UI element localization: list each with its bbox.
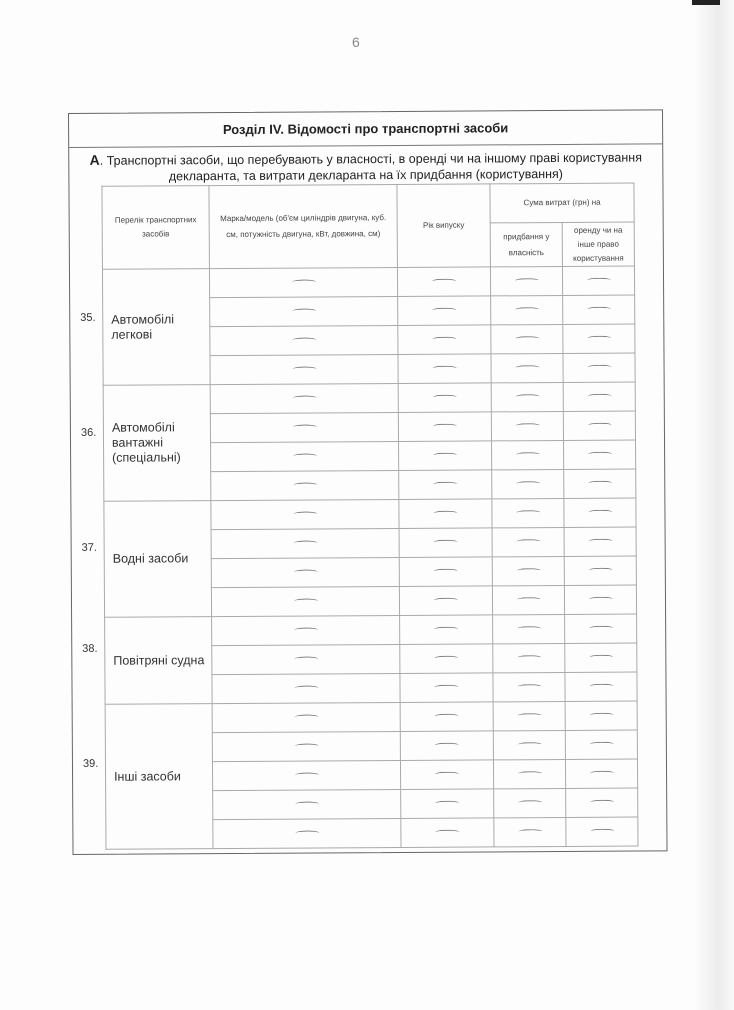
dash-mark bbox=[515, 307, 539, 312]
year-cell bbox=[400, 673, 493, 703]
model-cell bbox=[211, 470, 399, 500]
table-body bbox=[102, 266, 638, 849]
purchase-cell bbox=[493, 614, 565, 643]
dash-mark bbox=[587, 278, 611, 283]
rent-cell bbox=[564, 498, 636, 527]
dash-mark bbox=[294, 743, 318, 748]
category-label: Повітряні судна bbox=[105, 617, 213, 705]
declaration-section bbox=[68, 109, 668, 855]
dash-mark bbox=[293, 453, 317, 458]
dash-mark bbox=[590, 771, 614, 776]
dash-mark bbox=[515, 365, 539, 370]
dash-mark bbox=[589, 626, 613, 631]
year-cell bbox=[399, 586, 492, 616]
rent-cell bbox=[566, 788, 638, 817]
purchase-cell bbox=[493, 643, 565, 672]
scan-shadow bbox=[694, 0, 734, 1010]
year-cell bbox=[398, 354, 491, 384]
dash-mark bbox=[435, 772, 459, 777]
model-cell bbox=[210, 325, 398, 355]
dash-mark bbox=[589, 684, 613, 689]
category-number: 39. bbox=[82, 757, 99, 770]
year-cell bbox=[398, 412, 491, 442]
page-number: 6 bbox=[352, 34, 360, 50]
dash-mark bbox=[589, 655, 613, 660]
model-cell bbox=[212, 702, 400, 732]
purchase-cell bbox=[491, 411, 563, 440]
subsection-heading bbox=[79, 148, 652, 184]
dash-mark bbox=[518, 771, 542, 776]
header-purchase: придбання у власність bbox=[490, 222, 562, 266]
dash-mark bbox=[515, 423, 539, 428]
rent-cell bbox=[565, 701, 637, 730]
dash-mark bbox=[517, 626, 541, 631]
dash-mark bbox=[294, 714, 318, 719]
dash-mark bbox=[292, 366, 316, 371]
category-number: 35. bbox=[80, 311, 96, 324]
dash-mark bbox=[590, 829, 614, 834]
dash-mark bbox=[434, 569, 458, 574]
dash-mark bbox=[434, 540, 458, 545]
vehicles-table bbox=[101, 183, 638, 850]
purchase-cell bbox=[491, 382, 563, 411]
category-number: 36. bbox=[80, 426, 97, 439]
category-number: 37. bbox=[81, 541, 97, 554]
dash-mark bbox=[516, 597, 540, 602]
model-cell bbox=[211, 528, 399, 558]
year-cell bbox=[398, 296, 491, 326]
year-cell bbox=[399, 528, 492, 558]
dash-mark bbox=[434, 598, 458, 603]
dash-mark bbox=[433, 366, 457, 371]
dash-mark bbox=[433, 395, 457, 400]
rent-cell bbox=[563, 382, 635, 411]
year-cell bbox=[399, 557, 492, 587]
model-cell bbox=[212, 731, 400, 761]
dash-mark bbox=[292, 395, 316, 400]
scan-mark bbox=[692, 0, 720, 5]
model-cell bbox=[213, 789, 401, 819]
dash-mark bbox=[516, 452, 540, 457]
header-list: Перелік транспортних засобів bbox=[102, 186, 210, 270]
purchase-cell bbox=[492, 469, 564, 498]
model-cell bbox=[211, 586, 399, 616]
dash-mark bbox=[589, 742, 613, 747]
purchase-cell bbox=[492, 440, 564, 469]
model-cell bbox=[212, 615, 400, 645]
year-cell bbox=[401, 818, 494, 848]
purchase-cell bbox=[493, 759, 565, 788]
rent-cell bbox=[562, 266, 634, 295]
dash-mark bbox=[294, 685, 318, 690]
dash-mark bbox=[516, 510, 540, 515]
purchase-cell bbox=[492, 556, 564, 585]
dash-mark bbox=[516, 539, 540, 544]
rent-cell bbox=[565, 730, 637, 759]
rent-cell bbox=[564, 440, 636, 469]
dash-mark bbox=[293, 598, 317, 603]
category-number: 38. bbox=[82, 642, 98, 655]
dash-mark bbox=[294, 627, 318, 632]
dash-mark bbox=[295, 801, 319, 806]
model-cell bbox=[211, 441, 399, 471]
purchase-cell bbox=[494, 817, 566, 846]
dash-mark bbox=[435, 801, 459, 806]
rent-cell bbox=[564, 527, 636, 556]
rent-cell bbox=[564, 556, 636, 585]
rent-cell bbox=[565, 759, 637, 788]
model-cell bbox=[213, 818, 401, 848]
table-row bbox=[105, 701, 637, 733]
rent-cell bbox=[563, 353, 635, 382]
section-title: Розділ IV. Відомості про транспортні засоби bbox=[69, 110, 662, 148]
purchase-cell bbox=[492, 498, 564, 527]
rent-cell bbox=[563, 324, 635, 353]
dash-mark bbox=[587, 365, 611, 370]
rent-cell bbox=[565, 614, 637, 643]
year-cell bbox=[398, 383, 491, 413]
year-cell bbox=[400, 615, 493, 645]
year-cell bbox=[401, 789, 494, 819]
dash-mark bbox=[292, 279, 316, 284]
dash-mark bbox=[292, 337, 316, 342]
category-label: Автомобілі вантажні (спеціальні) bbox=[103, 385, 211, 502]
model-cell bbox=[210, 354, 398, 384]
dash-mark bbox=[518, 800, 542, 805]
dash-mark bbox=[588, 568, 612, 573]
dash-mark bbox=[517, 684, 541, 689]
year-cell bbox=[399, 470, 492, 500]
dash-mark bbox=[587, 394, 611, 399]
purchase-cell bbox=[492, 527, 564, 556]
dash-mark bbox=[432, 337, 456, 342]
table-row bbox=[105, 614, 637, 646]
purchase-cell bbox=[493, 701, 565, 730]
dash-mark bbox=[589, 713, 613, 718]
model-cell bbox=[210, 383, 398, 413]
rent-cell bbox=[564, 585, 636, 614]
dash-mark bbox=[587, 423, 611, 428]
dash-mark bbox=[516, 481, 540, 486]
dash-mark bbox=[293, 482, 317, 487]
dash-mark bbox=[433, 453, 457, 458]
dash-mark bbox=[588, 510, 612, 515]
dash-mark bbox=[433, 424, 457, 429]
rent-cell bbox=[565, 643, 637, 672]
dash-mark bbox=[293, 569, 317, 574]
purchase-cell bbox=[494, 788, 566, 817]
model-cell bbox=[209, 267, 397, 297]
dash-mark bbox=[292, 308, 316, 313]
dash-mark bbox=[517, 655, 541, 660]
category-label: Водні засоби bbox=[104, 501, 212, 618]
model-cell bbox=[211, 557, 399, 587]
dash-mark bbox=[435, 830, 459, 835]
header-year: Рік випуску bbox=[397, 184, 491, 268]
year-cell bbox=[397, 267, 490, 297]
dash-mark bbox=[588, 481, 612, 486]
rent-cell bbox=[565, 672, 637, 701]
purchase-cell bbox=[491, 295, 563, 324]
purchase-cell bbox=[490, 266, 562, 295]
dash-mark bbox=[434, 627, 458, 632]
year-cell bbox=[398, 325, 491, 355]
dash-mark bbox=[295, 830, 319, 835]
model-cell bbox=[210, 296, 398, 326]
dash-mark bbox=[435, 714, 459, 719]
year-cell bbox=[399, 441, 492, 471]
dash-mark bbox=[517, 742, 541, 747]
dash-mark bbox=[517, 713, 541, 718]
dash-mark bbox=[433, 511, 457, 516]
table-row bbox=[104, 498, 636, 530]
category-label: Інші засоби bbox=[105, 704, 213, 850]
dash-mark bbox=[587, 336, 611, 341]
table-row bbox=[103, 382, 635, 414]
dash-mark bbox=[434, 685, 458, 690]
dash-mark bbox=[435, 743, 459, 748]
dash-mark bbox=[292, 424, 316, 429]
dash-mark bbox=[434, 656, 458, 661]
year-cell bbox=[400, 731, 493, 761]
model-cell bbox=[212, 673, 400, 703]
dash-mark bbox=[432, 279, 456, 284]
dash-mark bbox=[518, 829, 542, 834]
header-rent: оренду чи на інше право користування bbox=[562, 222, 634, 266]
rent-cell bbox=[566, 817, 638, 846]
purchase-cell bbox=[491, 353, 563, 382]
category-label: Автомобілі легкові bbox=[102, 269, 210, 386]
year-cell bbox=[400, 760, 493, 790]
dash-mark bbox=[432, 308, 456, 313]
rent-cell bbox=[563, 411, 635, 440]
dash-mark bbox=[516, 568, 540, 573]
dash-mark bbox=[293, 540, 317, 545]
dash-mark bbox=[588, 539, 612, 544]
subsection-letter: А bbox=[89, 151, 100, 168]
dash-mark bbox=[515, 394, 539, 399]
model-cell bbox=[210, 412, 398, 442]
dash-mark bbox=[587, 307, 611, 312]
dash-mark bbox=[515, 278, 539, 283]
dash-mark bbox=[295, 772, 319, 777]
model-cell bbox=[211, 499, 399, 529]
dash-mark bbox=[433, 482, 457, 487]
purchase-cell bbox=[493, 672, 565, 701]
purchase-cell bbox=[493, 730, 565, 759]
year-cell bbox=[399, 499, 492, 529]
model-cell bbox=[212, 644, 400, 674]
subsection-text: . Транспортні засоби, що перебувають у власності, в оренді чи на іншому праві користування декларанта, та витрати декларанта на їх придбання (користування) bbox=[99, 150, 642, 184]
dash-mark bbox=[588, 452, 612, 457]
year-cell bbox=[400, 702, 493, 732]
purchase-cell bbox=[492, 585, 564, 614]
year-cell bbox=[400, 644, 493, 674]
dash-mark bbox=[590, 800, 614, 805]
dash-mark bbox=[515, 336, 539, 341]
dash-mark bbox=[293, 511, 317, 516]
header-model: Марка/модель (об'єм циліндрів двигуна, куб. см, потужність двигуна, кВт, довжина, см) bbox=[209, 184, 398, 268]
rent-cell bbox=[564, 469, 636, 498]
dash-mark bbox=[588, 597, 612, 602]
header-sum: Сума витрат (грн) на bbox=[490, 183, 634, 223]
purchase-cell bbox=[491, 324, 563, 353]
dash-mark bbox=[294, 656, 318, 661]
table-row bbox=[102, 266, 634, 298]
model-cell bbox=[212, 760, 400, 790]
rent-cell bbox=[563, 295, 635, 324]
